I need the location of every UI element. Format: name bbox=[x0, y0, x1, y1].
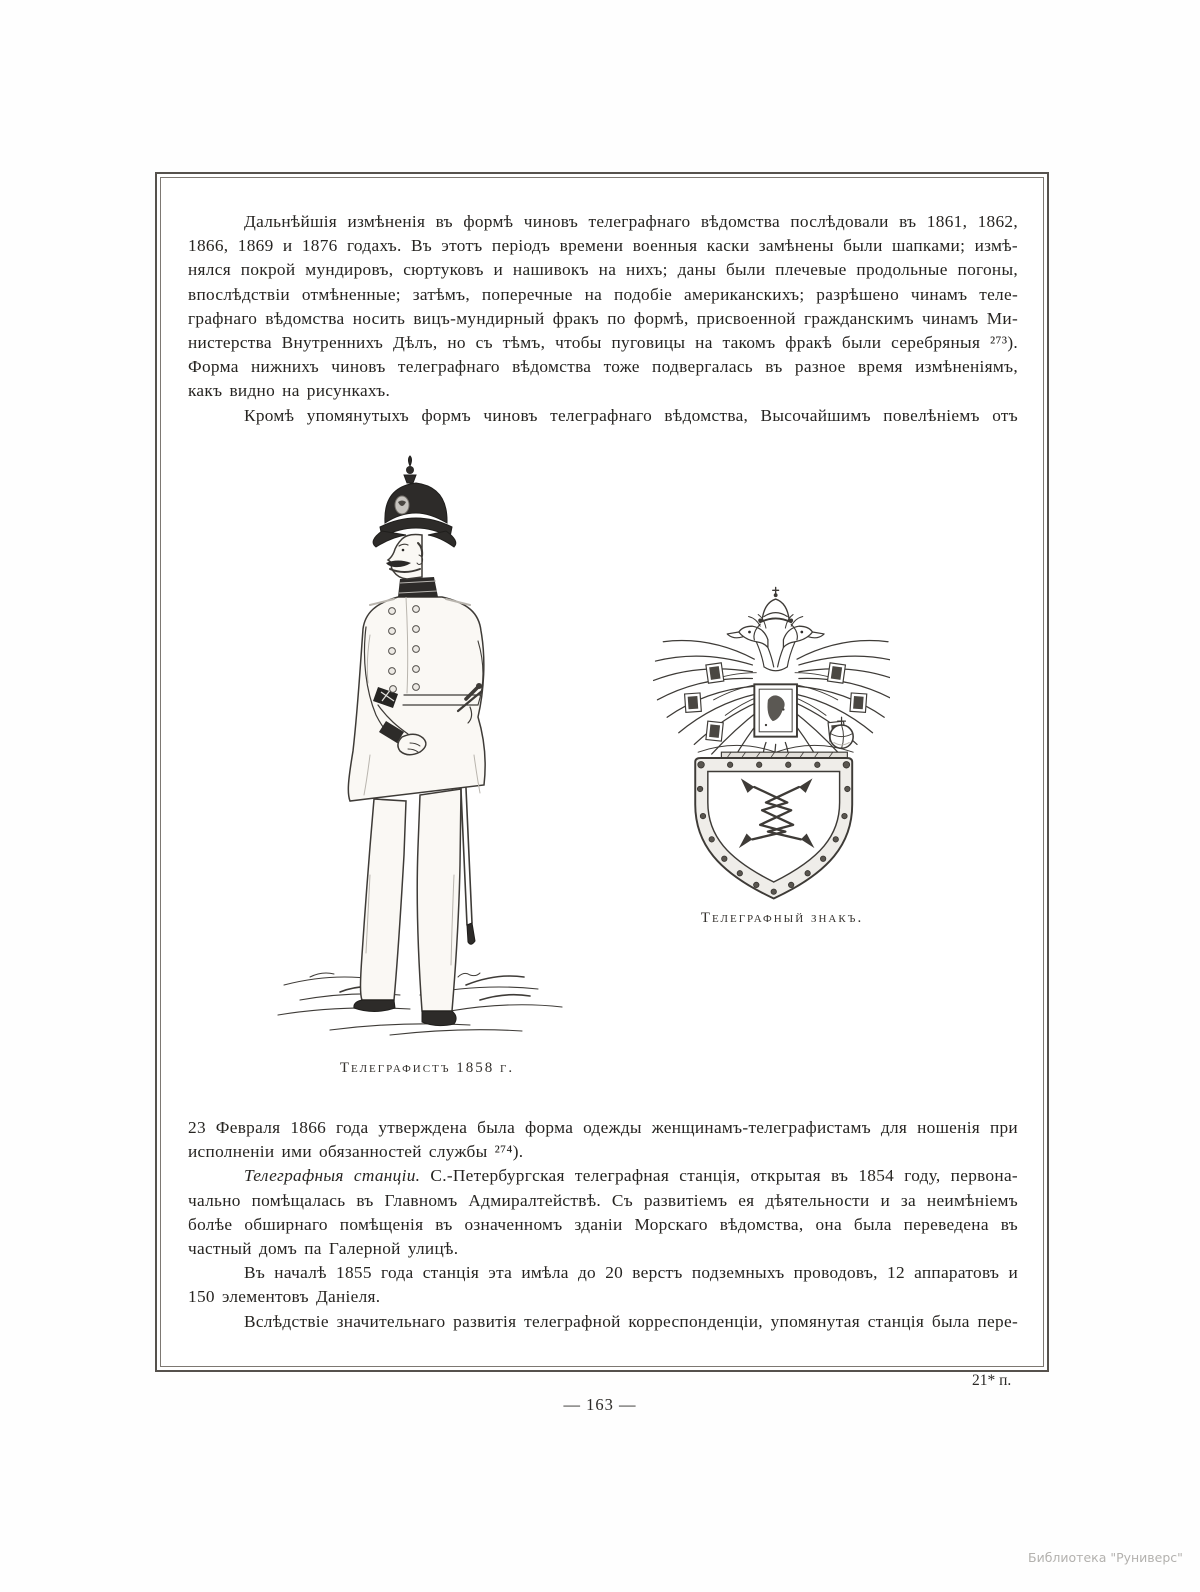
paragraph-line: болѣе обширнаго помѣщенія въ означенномъ зданіи Морскаго вѣдомства, она была переведена въ bbox=[188, 1214, 1018, 1234]
paragraph-line: Кромѣ упомянутыхъ формъ чиновъ телеграфнаго вѣдомства, Высочайшимъ повелѣніемъ отъ bbox=[244, 405, 1018, 425]
spiked-helmet bbox=[373, 456, 456, 547]
paragraph-line bbox=[188, 1164, 1018, 1188]
trousers-and-boots bbox=[354, 789, 461, 1026]
paragraph-line: Форма нижнихъ чиновъ телеграфнаго вѣдомства тоже подвергалась въ разное время измѣненіямъ, bbox=[188, 357, 1018, 377]
paragraph-line: чально помѣщалась въ Главномъ Адмиралтействѣ. Съ развитіемъ ея дѣятельности и за неимѣніемъ bbox=[188, 1190, 1018, 1210]
paragraph-line: нялся покрой мундировъ, сюртуковъ и нашивокъ на нихъ; даны были плечевые продольные погоны, bbox=[188, 260, 1018, 280]
body-text-bottom bbox=[188, 1116, 1018, 1334]
paragraph-line-rest: С.-Петербургская телеграфная станція, открытая въ 1854 году, первона- bbox=[420, 1166, 1018, 1186]
paragraph-line: частный домъ па Галерной улицѣ. bbox=[188, 1239, 459, 1259]
page-border-frame bbox=[155, 172, 1049, 1372]
paragraph-line: Вслѣдствіе значительнаго развитія телеграфной корреспонденціи, упомянутая станція была пере- bbox=[244, 1311, 1018, 1331]
paragraph-lead-italic: Телеграфныя станціи. bbox=[244, 1166, 421, 1186]
uniform-coat bbox=[348, 597, 485, 801]
paragraph-line: впослѣдствіи отмѣненные; затѣмъ, поперечные на подобіе американскихъ; разрѣшено чинамъ теле- bbox=[188, 284, 1018, 304]
page-number: — 163 — bbox=[563, 1395, 637, 1414]
paragraph-line: нистерства Внутреннихъ Дѣлъ, но съ тѣмъ, чтобы пуговицы на такомъ фракѣ были серебряныя ²⁷³). bbox=[188, 333, 1018, 353]
paragraph-line: исполненіи ими обязанностей службы ²⁷⁴). bbox=[188, 1142, 524, 1162]
signature-mark: 21* п. bbox=[972, 1372, 1012, 1389]
collar bbox=[398, 577, 438, 597]
paragraph-line: Дальнѣйшія измѣненія въ формѣ чиновъ телеграфнаго вѣдомства послѣдовали въ 1861, 1862, bbox=[244, 212, 1018, 231]
page-content bbox=[157, 174, 1047, 1370]
central-shield bbox=[754, 684, 797, 736]
caption-telegraph-badge: Телеграфный знакъ. bbox=[700, 910, 864, 926]
paragraph-line: Въ началѣ 1855 года станція эта имѣла до 20 верстъ подземныхъ проводовъ, 12 аппаратовъ и bbox=[244, 1263, 1018, 1283]
telegraph-shield bbox=[695, 758, 852, 899]
library-watermark: Библиотека "Руниверс" bbox=[1028, 1550, 1183, 1565]
paragraph-line: 1866, 1869 и 1876 годахъ. Въ этотъ періодъ времени военныя каски замѣнены были шапками; измѣ- bbox=[188, 236, 1018, 256]
paragraph-line: графнаго вѣдомства носить вицъ-мундирный фракъ по формѣ, присвоенной гражданскимъ чинамъ Ми- bbox=[188, 308, 1018, 328]
paragraph-line: 23 Февраля 1866 года утверждена была форма одежды женщинамъ-телеграфистамъ для ношенія при bbox=[188, 1118, 1018, 1137]
imperial-crown bbox=[754, 587, 797, 639]
body-text-top bbox=[188, 210, 1018, 428]
caption-telegraphist: Телеграфистъ 1858 г. bbox=[339, 1060, 515, 1076]
figure-telegraphist bbox=[270, 455, 570, 1045]
telegraphist-illustration bbox=[270, 455, 570, 1045]
figure-telegraph-badge bbox=[640, 578, 890, 905]
right-boot bbox=[422, 1011, 456, 1026]
paragraph-line: 150 элементовъ Даніеля. bbox=[188, 1287, 381, 1307]
left-boot bbox=[354, 1000, 395, 1012]
head-and-collar bbox=[386, 535, 438, 598]
paragraph-line: какъ видно на рисункахъ. bbox=[188, 381, 391, 401]
telegraph-badge-illustration bbox=[640, 578, 890, 905]
